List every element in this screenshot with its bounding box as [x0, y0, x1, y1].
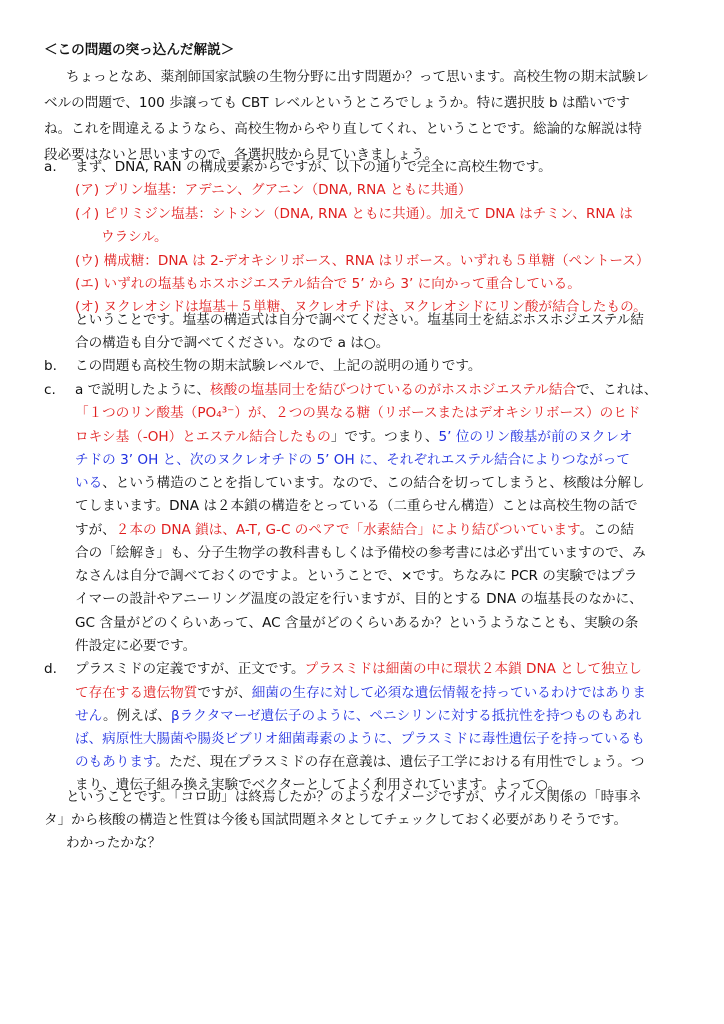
- item-a-list-i-cont: ウラシル。: [101, 229, 168, 245]
- section-heading: ＜この問題の突っ込んだ解説＞: [44, 42, 235, 58]
- item-d-line-2-a: て存在する遺伝物質: [75, 685, 198, 701]
- closing-line-1: ということです。「コロ助」は終焉したか？のようなイメージですが、ウイルス関係の「時事ネ: [66, 789, 642, 805]
- item-a-list-u: (ウ) 構成糖：DNA は 2-デオキシリボース、RNA はリボース。いずれも５単糖（ペントース）: [75, 253, 650, 269]
- item-d-line-3: [75, 708, 641, 725]
- item-c-line-10: イマーの設計やアニーリング温度の設定を行いますが、目的とする DNA の塩基長のなかに、: [75, 591, 643, 607]
- item-c-line-5-b: 、という構造のことを指しています。なので、この結合を切ってしまうと、核酸は分解し: [102, 475, 645, 491]
- item-c-line-6: てしまいます。DNA は２本鎖の構造をとっている（二重らせん構造）ことは高校生物の話で: [75, 498, 638, 514]
- item-a-list-e: (エ) いずれの塩基もホスホジエステル結合で 5’ から 3’ に向かって重合している。: [75, 276, 581, 292]
- item-d-line-5-a: のもあります: [75, 754, 156, 770]
- item-c-line-7-a: すが、: [75, 522, 116, 538]
- item-c-line-1-b: 核酸の塩基同士を結びつけているのがホスホジエステル結合: [210, 382, 577, 398]
- item-d-line-2-c: 細菌の生存に対して必須な遺伝情報を持っているわけではありま: [251, 685, 646, 701]
- item-d-line-3-b: 。例えば、: [103, 708, 171, 724]
- item-c-line-5-a: いる: [75, 475, 103, 491]
- item-c-line-1: [75, 382, 657, 399]
- item-d-line-3-a: せん: [75, 708, 104, 724]
- item-c-line-1-c: で、これは、: [576, 382, 658, 398]
- item-c-line-12: 件設定に必要です。: [75, 638, 197, 654]
- item-a-label: a.: [44, 159, 57, 175]
- item-c-line-4: チドの 3’ OH と、次のヌクレオチドの 5’ OH に、それぞれエステル結合によりつながって: [75, 452, 630, 468]
- item-c-line-5: [75, 475, 645, 492]
- item-c-line-7-c: 。この結: [579, 522, 634, 538]
- item-c-line-3-b: 」です。つまり、: [330, 429, 439, 445]
- item-c-line-9: なさんは自分で調べておくのですよ。ということで、×です。ちなみに PCR の実験ではプラ: [75, 568, 638, 584]
- item-d-line-4: ば、病原性大腸菌や腸炎ビブリオ細菌毒素のように、プラスミドに毒性遺伝子を持っているも: [75, 731, 645, 747]
- item-d-line-2: [75, 685, 646, 702]
- intro-line-2: ベルの問題で、100 歩譲っても CBT レベルというところでしょうか。特に選択肢 b は酷いです: [44, 95, 630, 111]
- item-d-line-3-c: βラクタマーゼ遺伝子のように、ペニシリンに対する抵抗性を持つものもあれ: [170, 708, 642, 724]
- item-d-line-5: [75, 754, 644, 771]
- item-a-list-i: (イ) ピリミジン塩基：シトシン（DNA, RNA ともに共通）。加えて DNA はチミン、RNA は: [75, 206, 633, 222]
- item-c-line-3-c: 5’ 位のリン酸基が前のヌクレオ: [438, 429, 633, 445]
- item-d-line-1-a: プラスミドの定義ですが、正文です。: [75, 661, 305, 677]
- item-a-list-o: (オ) ヌクレオシドは塩基＋５単糖、ヌクレオチドは、ヌクレオシドにリン酸が結合したもの。: [75, 299, 647, 315]
- item-c-label: c.: [44, 382, 56, 398]
- item-d-label: d.: [44, 661, 57, 677]
- closing-line-3: わかったかな？: [66, 835, 162, 851]
- item-c-line-8: 合の「絵解き」も、分子生物学の教科書もしくは予備校の参考書には必ず出ていますので、み: [75, 545, 646, 561]
- intro-line-4: 段必要はないと思いますので、各選択肢から見ていきましょう。: [44, 147, 438, 163]
- item-a-line-1: まず、DNA, RAN の構成要素からですが、以下の通りで完全に高校生物です。: [75, 159, 552, 175]
- item-c-line-11: GC 含量がどのくらいあって、AC 含量がどのくらいあるか？というようなことも、実験の条: [75, 615, 639, 631]
- item-c-line-7: [75, 522, 634, 539]
- item-a-list-a: (ア) プリン塩基：アデニン、グアニン（DNA, RNA ともに共通）: [75, 182, 472, 198]
- item-c-line-3-a: ロキシ基（-OH）とエステル結合したもの: [75, 429, 331, 445]
- item-c-line-2: 「１つのリン酸基（PO₄³⁻）が、２つの異なる糖（リボースまたはデオキシリボース）のヒド: [75, 405, 641, 421]
- item-d-line-6: まり、遺伝子組み換え実験でベクターとしてよく利用されています。よって○。: [75, 777, 562, 793]
- item-d-line-5-b: 。ただ、現在プラスミドの存在意義は、遺伝子工学における有用性でしょう。つ: [155, 754, 645, 770]
- intro-line-1: ちょっとなあ、薬剤師国家試験の生物分野に出す問題か？って思います。高校生物の期末試験レ: [66, 69, 649, 85]
- item-d-line-1: [75, 661, 642, 678]
- item-c-line-1-a: a で説明したように、: [75, 382, 210, 398]
- item-b-label: b.: [44, 358, 57, 374]
- item-c-line-3: [75, 429, 633, 446]
- closing-line-2: タ」から核酸の構造と性質は今後も国試問題ネタとしてチェックしておく必要がありそうです。: [44, 812, 628, 828]
- item-a-tail-2: 合の構造も自分で調べてください。なので a は○。: [75, 335, 390, 351]
- item-a-tail-1: ということです。塩基の構造式は自分で調べてください。塩基同士を結ぶホスホジエステル結: [75, 312, 644, 328]
- item-b-line-1: この問題も高校生物の期末試験レベルで、上記の説明の通りです。: [75, 358, 482, 374]
- item-d-line-2-b: ですが、: [197, 685, 252, 701]
- item-c-line-7-b: ２本の DNA 鎖は、A-T, G-C のペアで「水素結合」により結びついています: [115, 522, 580, 538]
- item-d-line-1-b: プラスミドは細菌の中に環状２本鎖 DNA として独立し: [304, 661, 642, 677]
- intro-line-3: ね。これを間違えるようなら、高校生物からやり直してくれ、ということです。総論的な解説は特: [44, 121, 642, 137]
